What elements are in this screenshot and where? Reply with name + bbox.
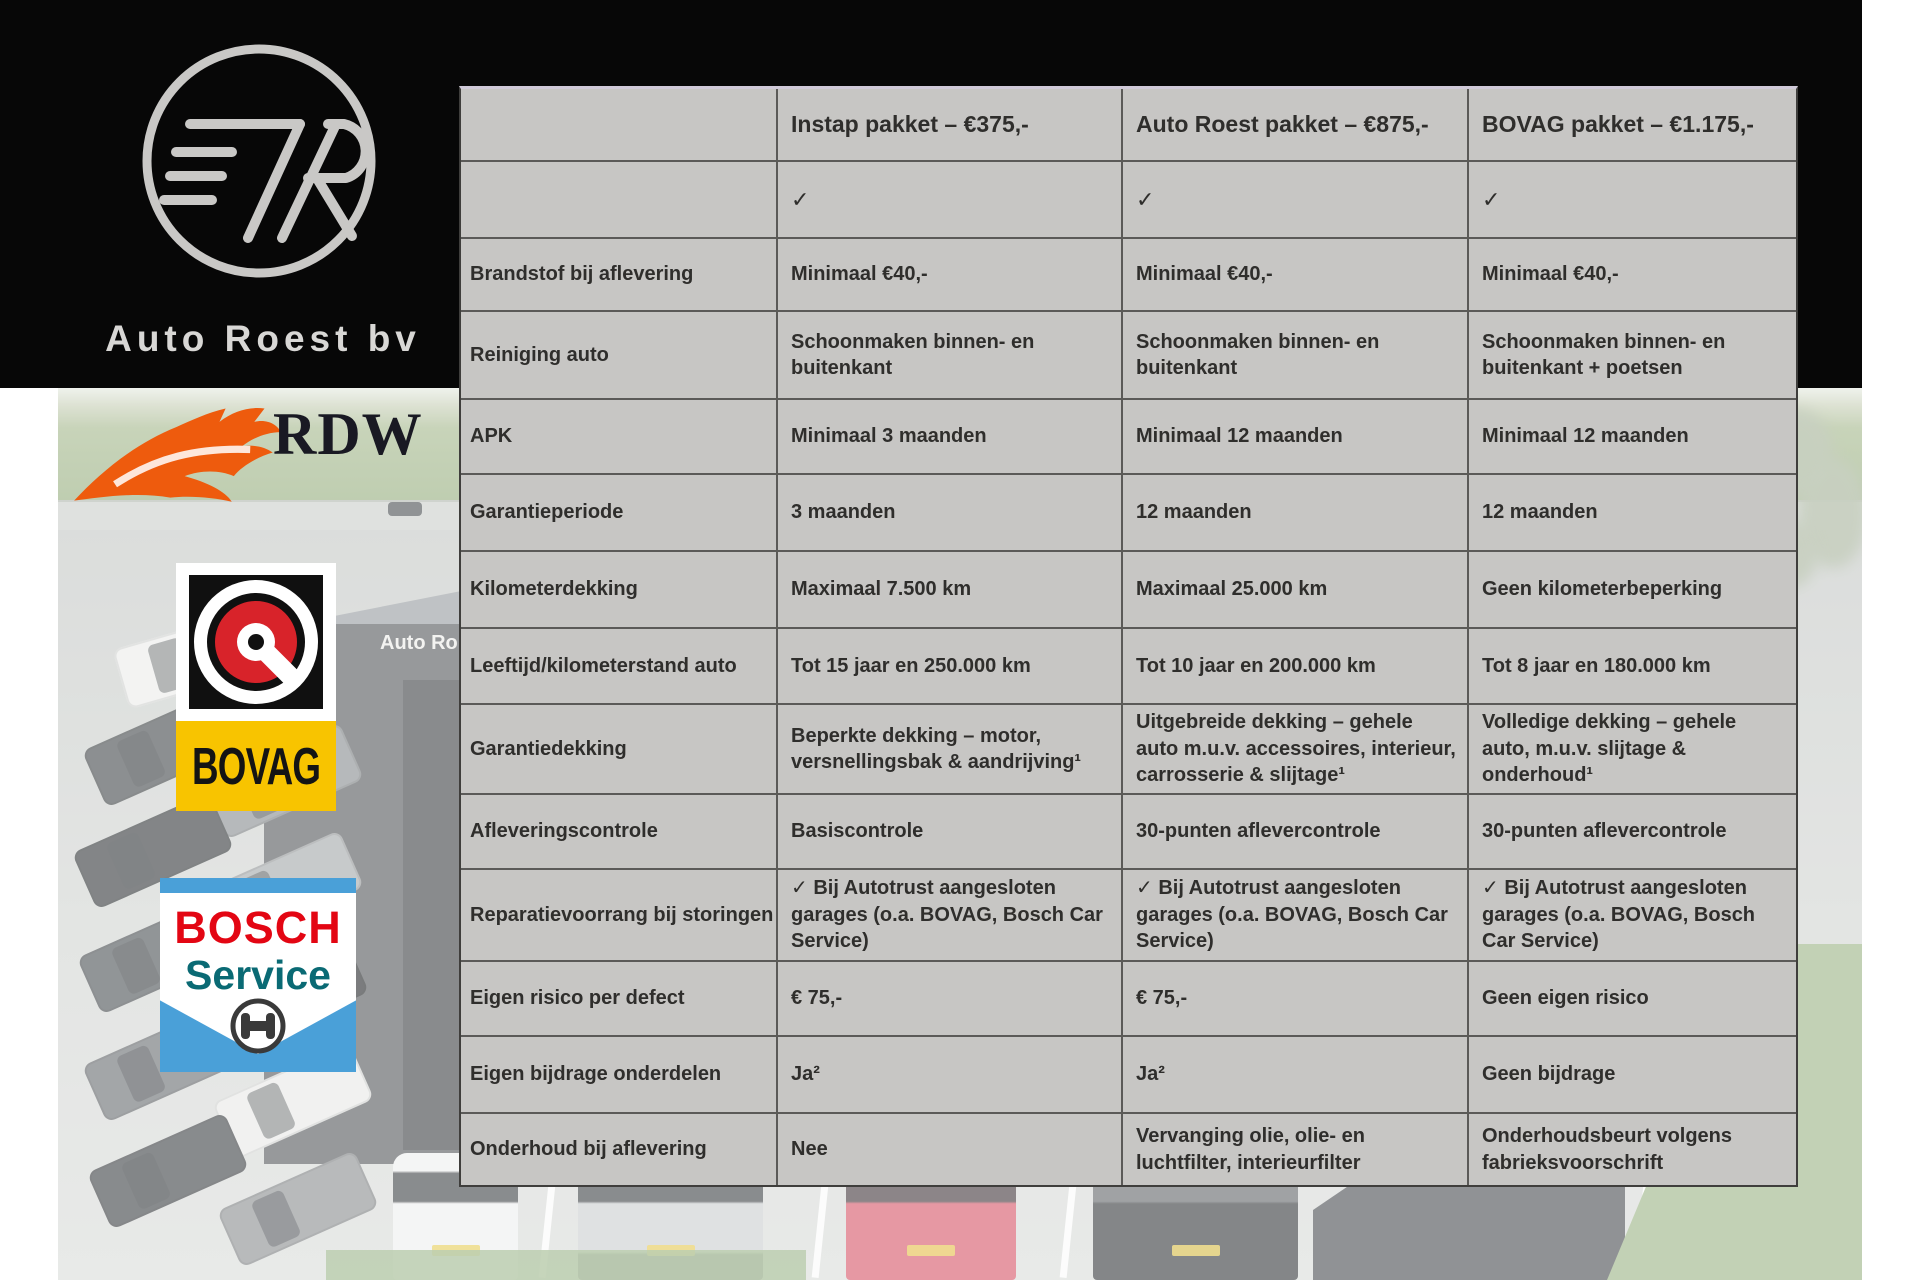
cell-value: Schoonmaken binnen- en buitenkant + poetsen (1469, 312, 1796, 398)
cell-value: Tot 10 jaar en 200.000 km (1123, 629, 1467, 703)
cell-value: Maximaal 25.000 km (1123, 552, 1467, 627)
cell-value: Geen kilometerbeperking (1469, 552, 1796, 627)
column-header-auto-roest: Auto Roest pakket – €875,- (1123, 89, 1467, 160)
cell-value: Vervanging olie, olie- en luchtfilter, interieurfilter (1123, 1114, 1467, 1185)
cell-value: 12 maanden (1469, 475, 1796, 550)
cell-value: Onderhoudsbeurt volgens fabrieksvoorschrift (1469, 1114, 1796, 1185)
row-label: Brandstof bij aflevering (461, 239, 776, 310)
row-label (461, 162, 776, 237)
bosch-service-logo (160, 878, 356, 1072)
cell-value: Volledige dekking – gehele auto, m.u.v. slijtage & onderhoud¹ (1469, 705, 1796, 793)
bovag-emblem-icon (189, 575, 323, 709)
cell-value: Minimaal 12 maanden (1469, 400, 1796, 473)
auto-roest-logo (105, 18, 421, 378)
cell-value: Schoonmaken binnen- en buitenkant (778, 312, 1121, 398)
cell-value: 3 maanden (778, 475, 1121, 550)
cell-value: Ja² (1123, 1037, 1467, 1112)
bovag-wordmark: BOVAG (191, 736, 321, 796)
cell-value: Beperkte dekking – motor, versnellingsbak & aandrijving¹ (778, 705, 1121, 793)
bovag-logo (176, 563, 336, 811)
row-label: Afleveringscontrole (461, 795, 776, 868)
cell-value: 12 maanden (1123, 475, 1467, 550)
bosch-wordmark: BOSCH (174, 902, 342, 953)
row-label: Reiniging auto (461, 312, 776, 398)
column-header-instap: Instap pakket – €375,- (778, 89, 1121, 160)
row-label: Garantieperiode (461, 475, 776, 550)
bovag-yellow-strip (176, 721, 336, 811)
row-label: Garantiedekking (461, 705, 776, 793)
bosch-armature-icon (228, 996, 288, 1056)
row-label: Reparatievoorrang bij storingen (461, 870, 776, 960)
cell-value: Geen eigen risico (1469, 962, 1796, 1035)
cell-value: 30-punten aflevercontrole (1123, 795, 1467, 868)
cell-value: Nee (778, 1114, 1121, 1185)
bosch-service-label: Service (185, 952, 331, 998)
rdw-swoosh-icon (70, 394, 285, 506)
cell-value: Minimaal €40,- (778, 239, 1121, 310)
dealer-name: Auto Roest bv (105, 318, 421, 359)
row-label: Eigen risico per defect (461, 962, 776, 1035)
cell-value: ✓ Bij Autotrust aangesloten garages (o.a. BOVAG, Bosch Car Service) (1469, 870, 1796, 960)
cell-value: € 75,- (1123, 962, 1467, 1035)
cell-value: 30-punten aflevercontrole (1469, 795, 1796, 868)
cell-value: ✓ (1469, 162, 1796, 237)
auto-roest-7r-icon (128, 30, 390, 292)
cell-value: Uitgebreide dekking – gehele auto m.u.v. accessoires, interieur, carrosserie & slijtage¹ (1123, 705, 1467, 793)
row-label: Leeftijd/kilometerstand auto (461, 629, 776, 703)
cell-value: Tot 15 jaar en 250.000 km (778, 629, 1121, 703)
cell-value: Geen bijdrage (1469, 1037, 1796, 1112)
cell-value: Ja² (778, 1037, 1121, 1112)
cell-value: Minimaal 3 maanden (778, 400, 1121, 473)
cell-value: Maximaal 7.500 km (778, 552, 1121, 627)
corner-header (461, 89, 776, 160)
rdw-logo (70, 394, 423, 512)
row-label: Kilometerdekking (461, 552, 776, 627)
cell-value: ✓ Bij Autotrust aangesloten garages (o.a. BOVAG, Bosch Car Service) (778, 870, 1121, 960)
cell-value: Basiscontrole (778, 795, 1121, 868)
cell-value: Minimaal 12 maanden (1123, 400, 1467, 473)
cell-value: Minimaal €40,- (1469, 239, 1796, 310)
cell-value: € 75,- (778, 962, 1121, 1035)
cell-value: Tot 8 jaar en 180.000 km (1469, 629, 1796, 703)
row-label: Onderhoud bij aflevering (461, 1114, 776, 1185)
rdw-wordmark: RDW (273, 401, 423, 467)
row-label: Eigen bijdrage onderdelen (461, 1037, 776, 1112)
column-header-bovag: BOVAG pakket – €1.175,- (1469, 89, 1796, 160)
cell-value: Minimaal €40,- (1123, 239, 1467, 310)
cell-value: Schoonmaken binnen- en buitenkant (1123, 312, 1467, 398)
packages-table (459, 86, 1798, 1187)
building-sign: Auto Ro (380, 632, 458, 654)
cell-value: ✓ (778, 162, 1121, 237)
cell-value: ✓ (1123, 162, 1467, 237)
cell-value: ✓ Bij Autotrust aangesloten garages (o.a. BOVAG, Bosch Car Service) (1123, 870, 1467, 960)
row-label: APK (461, 400, 776, 473)
